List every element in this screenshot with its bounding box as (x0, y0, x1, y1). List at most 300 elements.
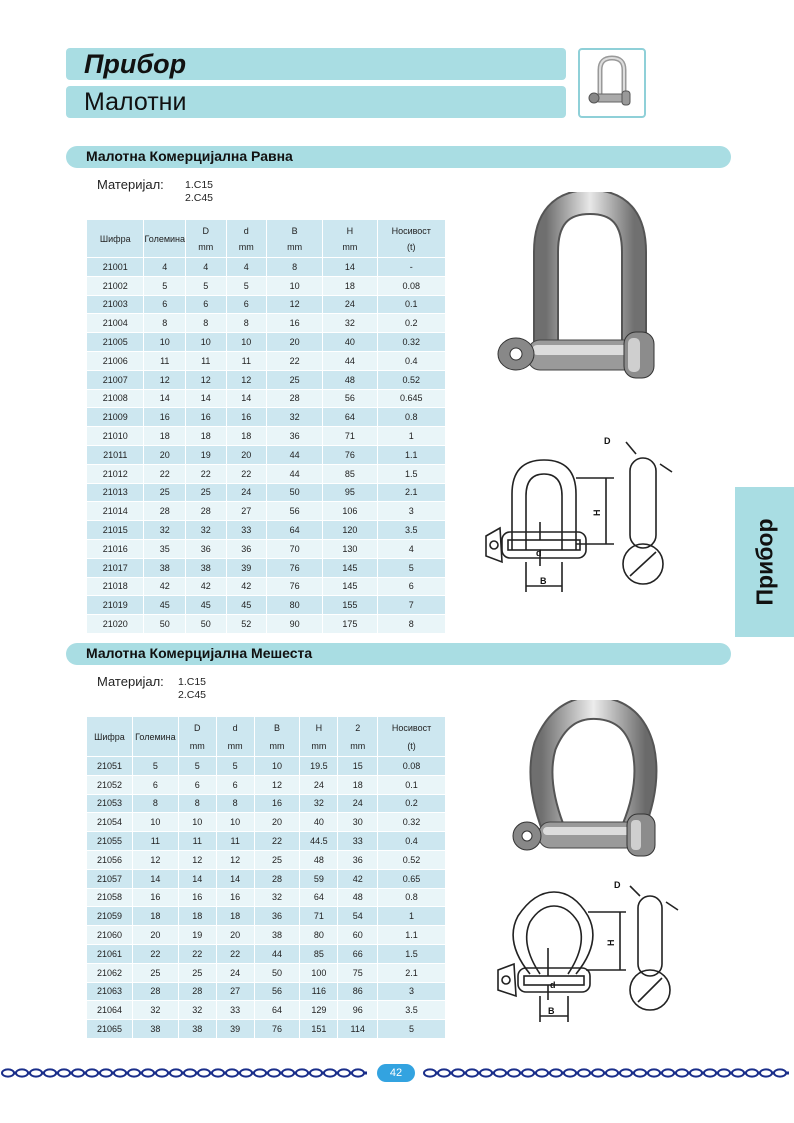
table-cell: 25 (267, 370, 323, 389)
table-row (87, 757, 446, 776)
table-row (87, 427, 446, 446)
section-bar-straight-shackle (66, 146, 731, 168)
chain-link (72, 1069, 84, 1076)
table-cell: 50 (144, 615, 186, 634)
header-code: Шифра (87, 717, 133, 757)
table-cell: 21011 (87, 445, 144, 464)
chain-link (662, 1069, 674, 1076)
table-cell: 5 (216, 757, 254, 776)
table-cell: 42 (144, 577, 186, 596)
table-cell: 22 (186, 464, 227, 483)
table-cell: 54 (338, 907, 378, 926)
table-cell: 21018 (87, 577, 144, 596)
table-cell: 12 (186, 370, 227, 389)
table-cell: 1 (377, 427, 446, 446)
table-cell: 0.32 (378, 813, 446, 832)
table-cell: 60 (338, 926, 378, 945)
table-cell: 5 (378, 1020, 446, 1039)
table-cell: 22 (178, 944, 216, 963)
chain-link (352, 1069, 364, 1076)
dim-H: H (606, 939, 616, 946)
table-cell: 6 (178, 775, 216, 794)
table-cell: 20 (216, 926, 254, 945)
table-row (87, 258, 446, 277)
spec-table-straight (86, 219, 446, 634)
table-cell: 21056 (87, 850, 133, 869)
table-cell: 45 (144, 596, 186, 615)
chain-link (578, 1069, 590, 1076)
table-cell: 80 (300, 926, 338, 945)
table-cell: 0.8 (378, 888, 446, 907)
table-cell: 18 (132, 907, 178, 926)
table-cell: 38 (178, 1020, 216, 1039)
table-cell: 21001 (87, 258, 144, 277)
table-cell: 3 (378, 982, 446, 1001)
table-cell: 3.5 (377, 521, 446, 540)
chain-link (212, 1069, 224, 1076)
table-cell: 32 (300, 794, 338, 813)
table-cell: 7 (377, 596, 446, 615)
page-title: Прибор (84, 49, 187, 79)
table-cell: 0.08 (378, 757, 446, 776)
table-cell: 16 (254, 794, 300, 813)
table-cell: 21015 (87, 521, 144, 540)
header-H: H mm (300, 717, 338, 757)
table-cell: 14 (226, 389, 267, 408)
table-cell: 8 (144, 314, 186, 333)
chain-link (226, 1069, 238, 1076)
table-cell: 21055 (87, 832, 133, 851)
table-cell: 21004 (87, 314, 144, 333)
table-row (87, 370, 446, 389)
table-cell: 36 (338, 850, 378, 869)
table-cell: 100 (300, 963, 338, 982)
table-cell: 21052 (87, 775, 133, 794)
table-cell: 36 (254, 907, 300, 926)
material-value-1: 1.C15 (178, 676, 207, 688)
table-cell: 1 (378, 907, 446, 926)
chain-link (268, 1069, 280, 1076)
table-cell: 48 (300, 850, 338, 869)
table-cell: 76 (254, 1020, 300, 1039)
table-cell: 10 (226, 333, 267, 352)
table-cell: 44 (267, 464, 323, 483)
table-cell: 11 (178, 832, 216, 851)
table-cell: 2.1 (377, 483, 446, 502)
table-row (87, 794, 446, 813)
table-cell: 35 (144, 539, 186, 558)
table-row (87, 850, 446, 869)
table-cell: 56 (267, 502, 323, 521)
table-cell: 16 (132, 888, 178, 907)
table-cell: 42 (226, 577, 267, 596)
table-row (87, 1001, 446, 1020)
table-cell: 86 (338, 982, 378, 1001)
table-cell: 48 (338, 888, 378, 907)
chain-link (128, 1069, 140, 1076)
table-cell: 14 (132, 869, 178, 888)
table-cell: 8 (178, 794, 216, 813)
table-cell: 20 (132, 926, 178, 945)
header-load: Носивост (t) (378, 717, 446, 757)
table-cell: 0.2 (377, 314, 446, 333)
chain-link (508, 1069, 520, 1076)
table-cell: 0.4 (377, 351, 446, 370)
chain-link (452, 1069, 464, 1076)
chain-link (16, 1069, 28, 1076)
table-cell: 16 (216, 888, 254, 907)
table-cell: 38 (144, 558, 186, 577)
table-cell: 8 (216, 794, 254, 813)
table-cell: 75 (338, 963, 378, 982)
table-cell: 33 (226, 521, 267, 540)
section-title: Малотна Комерцијална Равна (86, 148, 293, 164)
table-cell: 8 (186, 314, 227, 333)
chain-link (296, 1069, 308, 1076)
table-cell: 16 (144, 408, 186, 427)
table-cell: 0.65 (378, 869, 446, 888)
table-cell: 0.4 (378, 832, 446, 851)
chain-link (2, 1069, 14, 1076)
side-category-label: Прибор (751, 518, 777, 606)
table-cell: 22 (132, 944, 178, 963)
table-cell: 21057 (87, 869, 133, 888)
table-cell: 44 (323, 351, 377, 370)
chain-link (438, 1069, 450, 1076)
table-cell: 0.8 (377, 408, 446, 427)
table-cell: 39 (216, 1020, 254, 1039)
table-cell: 85 (323, 464, 377, 483)
chain-link (494, 1069, 506, 1076)
table-cell: 10 (254, 757, 300, 776)
table-cell: 21017 (87, 558, 144, 577)
table-cell: 18 (178, 907, 216, 926)
chain-link (746, 1069, 758, 1076)
table-cell: - (377, 258, 446, 277)
table-row (87, 539, 446, 558)
chain-link (424, 1069, 436, 1076)
table-cell: 21006 (87, 351, 144, 370)
table-cell: 3 (377, 502, 446, 521)
table-cell: 71 (323, 427, 377, 446)
table-cell: 36 (226, 539, 267, 558)
table-cell: 1.5 (377, 464, 446, 483)
table-cell: 11 (132, 832, 178, 851)
dim-d: d (550, 980, 556, 990)
dim-B: B (540, 576, 547, 586)
table-cell: 32 (186, 521, 227, 540)
table-cell: 5 (132, 757, 178, 776)
table-cell: 0.1 (378, 775, 446, 794)
table-cell: 76 (323, 445, 377, 464)
table-cell: 24 (300, 775, 338, 794)
chain-decoration-right (422, 1067, 794, 1079)
header-size: Големина (132, 717, 178, 757)
chain-link (86, 1069, 98, 1076)
table-row (87, 389, 446, 408)
table-cell: 40 (300, 813, 338, 832)
header-code: Шифра (87, 220, 144, 258)
table-row (87, 888, 446, 907)
table-cell: 14 (178, 869, 216, 888)
table-cell: 10 (132, 813, 178, 832)
section-title: Малотна Комерцијална Мешеста (86, 645, 313, 661)
table-cell: 27 (216, 982, 254, 1001)
table-cell: 28 (254, 869, 300, 888)
table-cell: 0.08 (377, 276, 446, 295)
chain-link (114, 1069, 126, 1076)
table-cell: 175 (323, 615, 377, 634)
table-cell: 80 (267, 596, 323, 615)
table-cell: 8 (267, 258, 323, 277)
table-cell: 11 (226, 351, 267, 370)
table-row (87, 813, 446, 832)
table-cell: 12 (267, 295, 323, 314)
chain-link (606, 1069, 618, 1076)
table-row (87, 982, 446, 1001)
table-cell: 76 (267, 558, 323, 577)
table-cell: 5 (144, 276, 186, 295)
table-cell: 21061 (87, 944, 133, 963)
chain-link (676, 1069, 688, 1076)
table-cell: 28 (186, 502, 227, 521)
table-cell: 24 (323, 295, 377, 314)
table-cell: 32 (254, 888, 300, 907)
table-row (87, 314, 446, 333)
table-cell: 11 (216, 832, 254, 851)
table-cell: 114 (338, 1020, 378, 1039)
table-cell: 21016 (87, 539, 144, 558)
table-cell: 24 (216, 963, 254, 982)
table-cell: 0.2 (378, 794, 446, 813)
table-cell: 14 (216, 869, 254, 888)
table-cell: 1.1 (377, 445, 446, 464)
table-cell: 28 (178, 982, 216, 1001)
bow-shackle-photo (505, 700, 675, 870)
header-D: D mm (178, 717, 216, 757)
dim-B: B (548, 1006, 555, 1016)
chain-link (648, 1069, 660, 1076)
chain-link (44, 1069, 56, 1076)
table-cell: 64 (254, 1001, 300, 1020)
table-cell: 10 (267, 276, 323, 295)
table-cell: 18 (144, 427, 186, 446)
table-cell: 6 (377, 577, 446, 596)
table-row (87, 521, 446, 540)
table-cell: 21010 (87, 427, 144, 446)
table-cell: 10 (178, 813, 216, 832)
table-cell: 14 (144, 389, 186, 408)
table-cell: 40 (323, 333, 377, 352)
table-cell: 22 (254, 832, 300, 851)
table-cell: 50 (254, 963, 300, 982)
table-cell: 21013 (87, 483, 144, 502)
chain-link (30, 1069, 42, 1076)
table-cell: 12 (144, 370, 186, 389)
bow-shackle-diagram (490, 878, 685, 1030)
chain-link (58, 1069, 70, 1076)
table-cell: 21051 (87, 757, 133, 776)
table-cell: 4 (144, 258, 186, 277)
table-cell: 4 (377, 539, 446, 558)
table-cell: 45 (186, 596, 227, 615)
chain-link (564, 1069, 576, 1076)
header-load: Носивост (t) (377, 220, 446, 258)
chain-link (198, 1069, 210, 1076)
table-cell: 32 (323, 314, 377, 333)
table-cell: 15 (338, 757, 378, 776)
table-cell: 4 (226, 258, 267, 277)
table-cell: 6 (186, 295, 227, 314)
table-cell: 1.1 (378, 926, 446, 945)
table-cell: 8 (132, 794, 178, 813)
table-cell: 33 (338, 832, 378, 851)
chain-link (522, 1069, 534, 1076)
chain-link (592, 1069, 604, 1076)
chain-link (704, 1069, 716, 1076)
table-cell: 21054 (87, 813, 133, 832)
table-cell: 21063 (87, 982, 133, 1001)
chain-link (760, 1069, 772, 1076)
table-cell: 21007 (87, 370, 144, 389)
table-cell: 12 (178, 850, 216, 869)
table-row (87, 276, 446, 295)
table-cell: 18 (186, 427, 227, 446)
material-label: Материјал: (97, 177, 164, 192)
table-cell: 0.52 (378, 850, 446, 869)
table-cell: 21002 (87, 276, 144, 295)
straight-shackle-diagram (478, 432, 678, 602)
table-row (87, 615, 446, 634)
table-cell: 6 (216, 775, 254, 794)
table-cell: 8 (226, 314, 267, 333)
table-row (87, 963, 446, 982)
table-cell: 11 (186, 351, 227, 370)
table-cell: 20 (267, 333, 323, 352)
table-cell: 90 (267, 615, 323, 634)
chain-link (170, 1069, 182, 1076)
header-B: B mm (267, 220, 323, 258)
chain-link (156, 1069, 168, 1076)
table-cell: 20 (144, 445, 186, 464)
table-cell: 21014 (87, 502, 144, 521)
table-cell: 42 (186, 577, 227, 596)
table-cell: 32 (132, 1001, 178, 1020)
table-cell: 95 (323, 483, 377, 502)
chain-link (634, 1069, 646, 1076)
table-cell: 21059 (87, 907, 133, 926)
material-value-1: 1.C15 (185, 179, 214, 191)
table-cell: 21064 (87, 1001, 133, 1020)
table-cell: 14 (323, 258, 377, 277)
table-cell: 145 (323, 577, 377, 596)
header-H: H mm (323, 220, 377, 258)
table-cell: 0.32 (377, 333, 446, 352)
table-cell: 85 (300, 944, 338, 963)
dim-D: D (614, 880, 621, 890)
table-cell: 12 (216, 850, 254, 869)
table-cell: 64 (300, 888, 338, 907)
table-row (87, 483, 446, 502)
chain-link (184, 1069, 196, 1076)
chain-link (282, 1069, 294, 1076)
table-row (87, 464, 446, 483)
table-cell: 59 (300, 869, 338, 888)
table-cell: 42 (338, 869, 378, 888)
chain-link-joint (363, 1072, 367, 1075)
table-row (87, 502, 446, 521)
table-cell: 21008 (87, 389, 144, 408)
table-row (87, 926, 446, 945)
table-cell: 14 (186, 389, 227, 408)
table-cell: 18 (338, 775, 378, 794)
table-cell: 36 (267, 427, 323, 446)
chain-link (254, 1069, 266, 1076)
table-cell: 32 (144, 521, 186, 540)
page-subtitle-banner (66, 86, 566, 118)
chain-link (240, 1069, 252, 1076)
table-cell: 11 (144, 351, 186, 370)
table-cell: 21058 (87, 888, 133, 907)
chain-link (620, 1069, 632, 1076)
table-cell: 64 (267, 521, 323, 540)
table-cell: 22 (144, 464, 186, 483)
table-cell: 18 (323, 276, 377, 295)
table-cell: 25 (132, 963, 178, 982)
straight-shackle-photo (488, 192, 678, 392)
table-cell: 22 (267, 351, 323, 370)
table-cell: 0.52 (377, 370, 446, 389)
table-cell: 21003 (87, 295, 144, 314)
page-title-banner (66, 48, 566, 80)
table-row (87, 408, 446, 427)
chain-link (480, 1069, 492, 1076)
table-cell: 1.5 (378, 944, 446, 963)
table-cell: 28 (267, 389, 323, 408)
section-bar-bow-shackle (66, 643, 731, 665)
table-cell: 25 (186, 483, 227, 502)
chain-link (732, 1069, 744, 1076)
table-cell: 16 (186, 408, 227, 427)
table-cell: 32 (178, 1001, 216, 1020)
table-cell: 5 (186, 276, 227, 295)
table-cell: 38 (132, 1020, 178, 1039)
table-row (87, 775, 446, 794)
material-label: Материјал: (97, 674, 164, 689)
table-cell: 44 (254, 944, 300, 963)
table-cell: 5 (178, 757, 216, 776)
table-cell: 12 (254, 775, 300, 794)
table-cell: 21053 (87, 794, 133, 813)
table-row (87, 577, 446, 596)
table-cell: 0.1 (377, 295, 446, 314)
table-row (87, 869, 446, 888)
table-cell: 30 (338, 813, 378, 832)
table-cell: 129 (300, 1001, 338, 1020)
table-cell: 106 (323, 502, 377, 521)
table-cell: 25 (254, 850, 300, 869)
page-subtitle: Малотни (84, 88, 187, 116)
table-cell: 21060 (87, 926, 133, 945)
dim-D: D (604, 436, 611, 446)
material-value-2: 2.C45 (185, 192, 214, 204)
table-cell: 19 (178, 926, 216, 945)
table-cell: 116 (300, 982, 338, 1001)
table-cell: 3.5 (378, 1001, 446, 1020)
table-cell: 21062 (87, 963, 133, 982)
table-cell: 24 (226, 483, 267, 502)
table-cell: 45 (226, 596, 267, 615)
